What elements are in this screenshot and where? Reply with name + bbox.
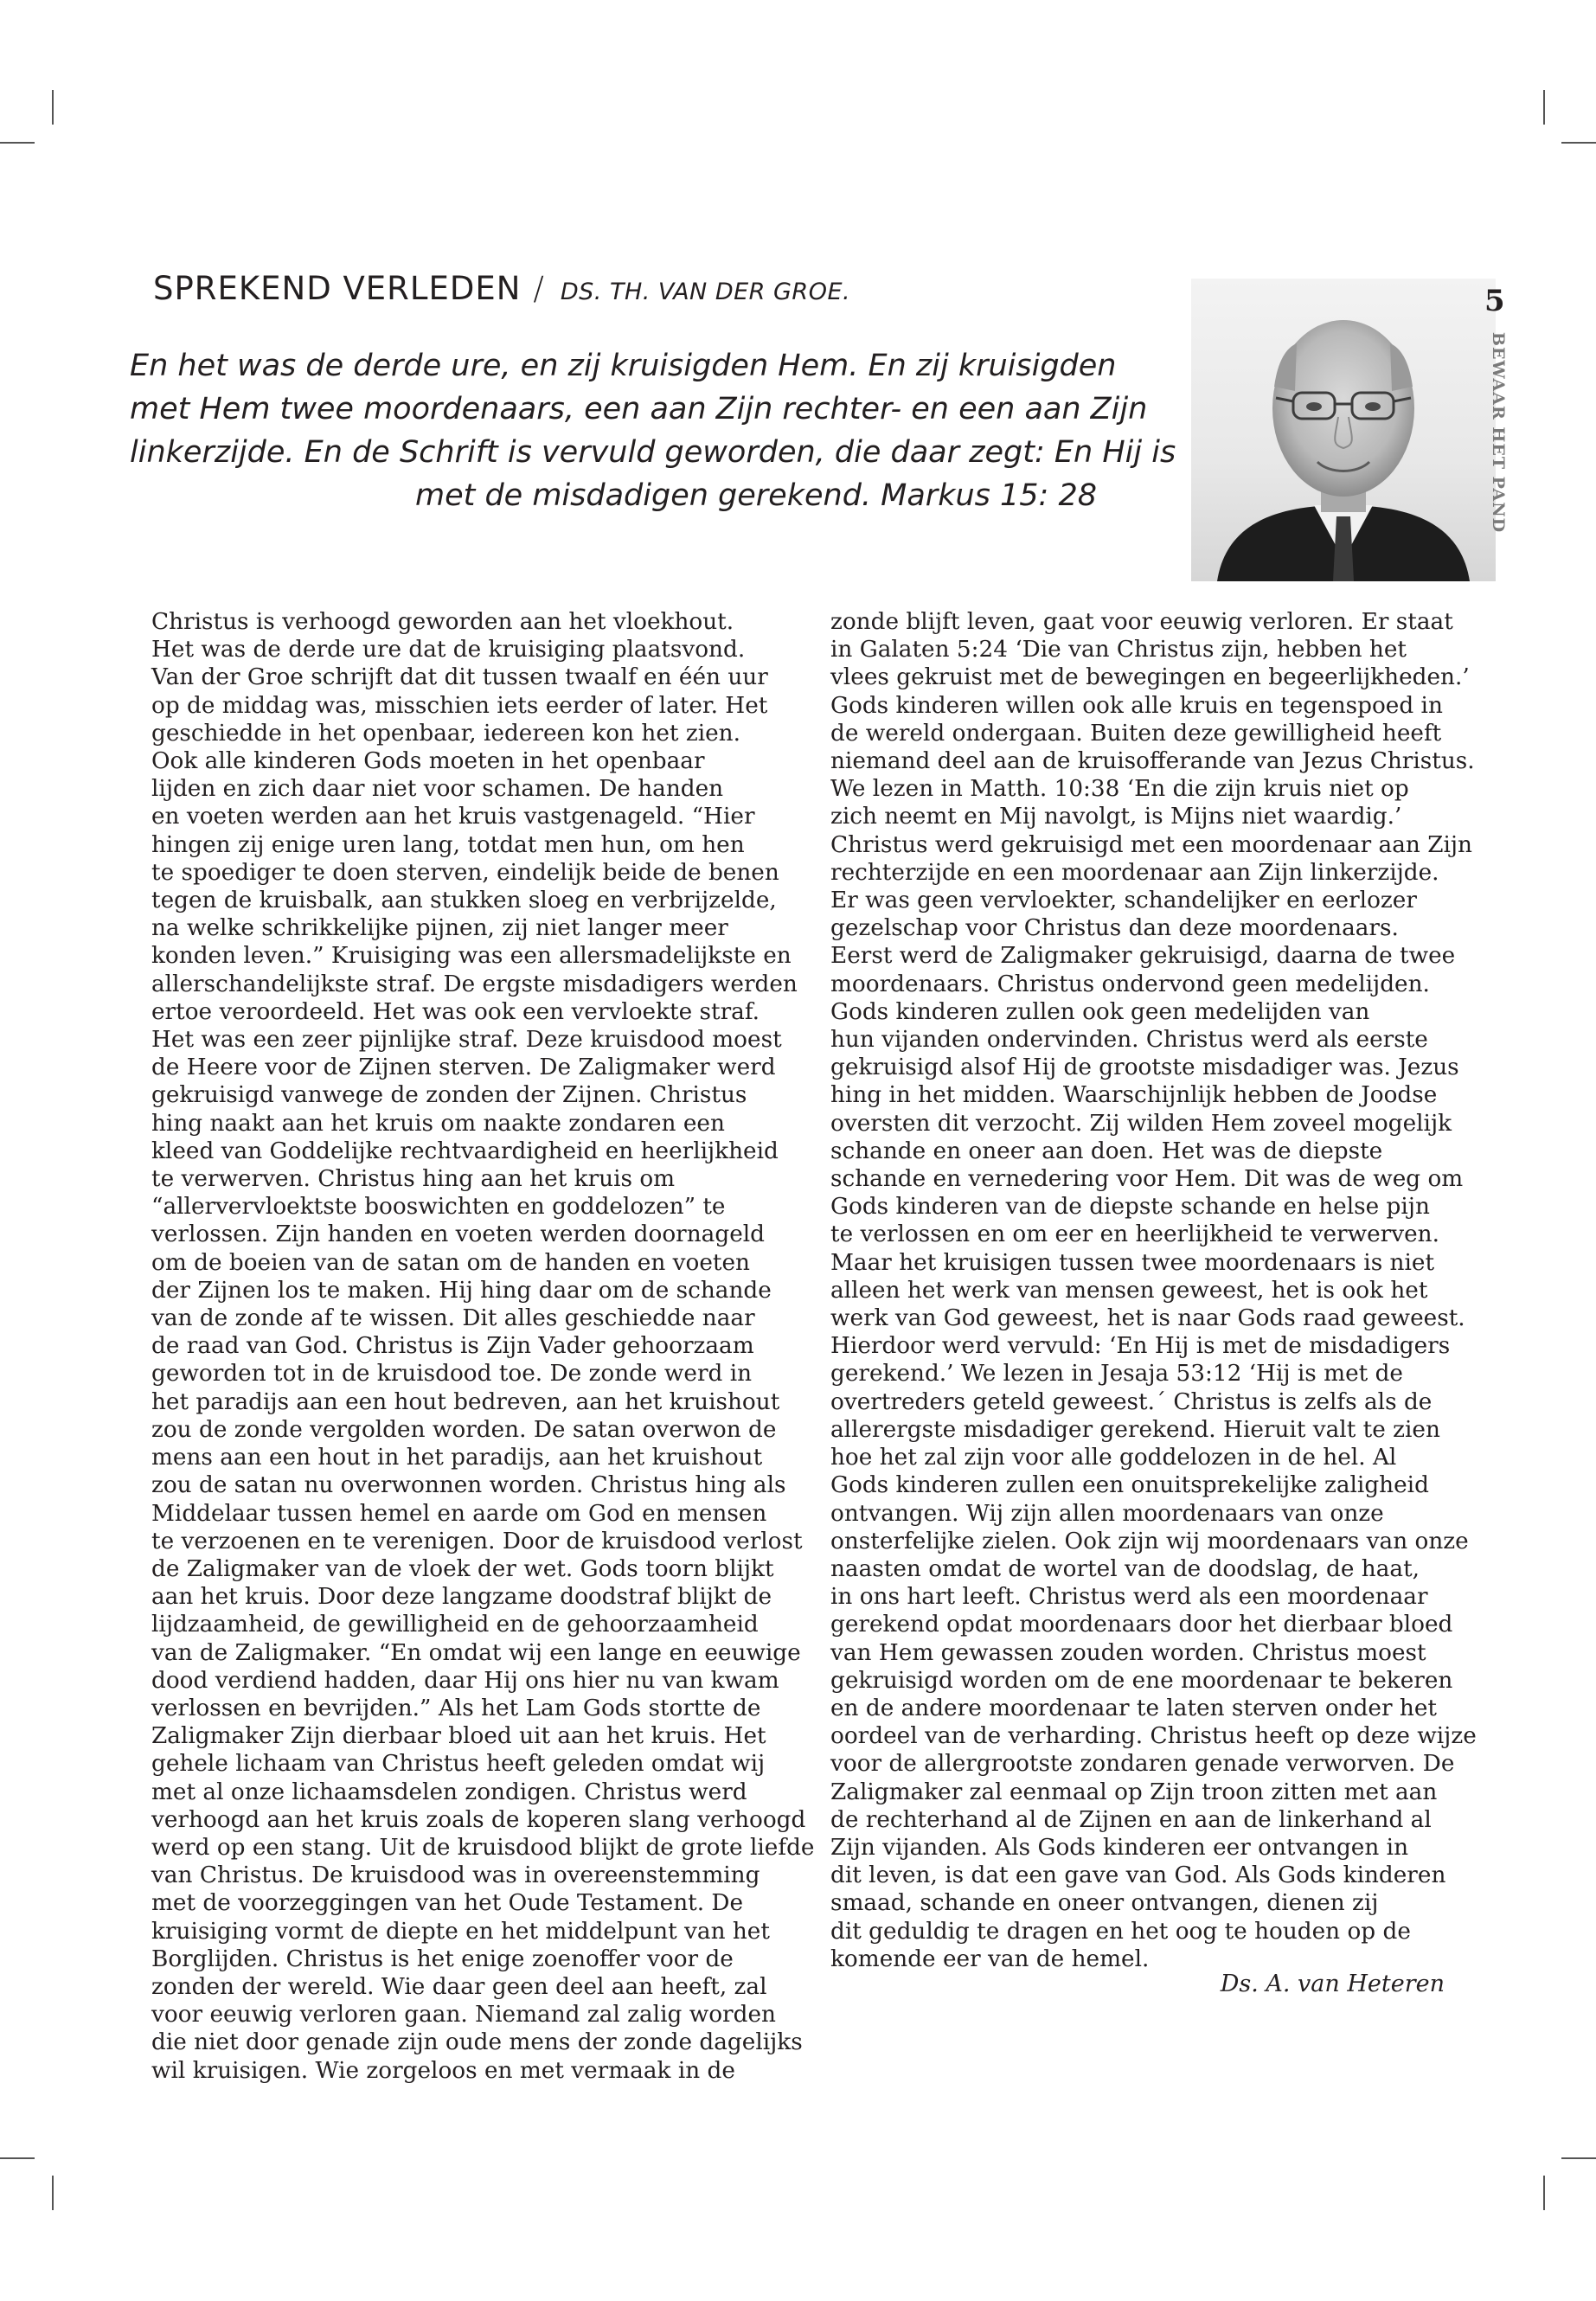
text-line: Borglijden. Christus is het enige zoenoffer voor de (151, 1945, 734, 1972)
text-line: moordenaars. Christus ondervond geen medelijden. (830, 971, 1430, 997)
crop-mark (52, 2176, 54, 2210)
text-line: hing naakt aan het kruis om naakte zondaren een (151, 1110, 725, 1137)
text-line: om de boeien van de satan om de handen en voeten (151, 1249, 750, 1276)
text-line: lijdzaamheid, de gewilligheid en de gehoorzaamheid (151, 1612, 759, 1638)
text-line: hun vijanden ondervinden. Christus werd als eerste (830, 1027, 1428, 1054)
text-line: Middelaar tussen hemel en aarde om God en mensen (151, 1500, 767, 1527)
text-line: Zaligmaker zal eenmaal op Zijn troon zitten met aan (830, 1779, 1438, 1805)
text-line: “allervervloektste booswichten en goddelozen” te (151, 1194, 726, 1221)
crop-mark (52, 90, 54, 125)
text-line: smaad, schande en oneer ontvangen, dienen zij (830, 1890, 1379, 1917)
text-line: de Zaligmaker van de vloek der wet. Gods toorn blijkt (151, 1555, 774, 1582)
crop-mark (0, 142, 35, 144)
text-line: op de middag was, misschien iets eerder of later. Het (151, 692, 768, 719)
text-line: van Hem gewassen zouden worden. Christus moest (830, 1639, 1426, 1666)
text-line: verhoogd aan het kruis zoals de koperen slang verhoogd (151, 1806, 806, 1833)
text-line: geworden tot in de kruisdood toe. De zonde werd in (151, 1361, 753, 1388)
text-line: komende eer van de hemel. (830, 1945, 1150, 1972)
text-line: Gods kinderen zullen ook geen medelijden van (830, 998, 1370, 1025)
crop-mark (1561, 2157, 1596, 2159)
text-line: verlossen en bevrijden.” Als het Lam Gods stortte de (151, 1695, 761, 1721)
text-line: ontvangen. Wij zijn allen moordenaars van onze (830, 1500, 1384, 1527)
text-line: in ons hart leeft. Christus werd als een moordenaar (830, 1584, 1428, 1611)
text-line: voor de allergrootste zondaren genade verworven. De (830, 1751, 1455, 1778)
text-line: zich neemt en Mij navolgt, is Mijns niet waardig.’ (830, 804, 1402, 830)
text-line: dit leven, is dat een gave van God. Als Gods kinderen (830, 1862, 1446, 1889)
header-separator: / (533, 270, 545, 307)
quote-line: linkerzijde. En de Schrift is vervuld geworden, die daar zegt: En Hij is (130, 435, 1176, 470)
text-line: onsterfelijke zielen. Ook zijn wij moordenaars van onze (830, 1528, 1469, 1554)
text-line: gehele lichaam van Christus heeft geleden omdat wij (151, 1751, 766, 1778)
text-line: verlossen. Zijn handen en voeten werden doornageld (151, 1221, 766, 1248)
text-line: mens aan een hout in het paradijs, aan het kruishout (151, 1445, 763, 1471)
text-line: Het was een zeer pijnlijke straf. Deze kruisdood moest (151, 1027, 782, 1054)
text-line: der Zijnen los te maken. Hij hing daar om de schande (151, 1277, 772, 1304)
text-line: dood verdiend hadden, daar Hij ons hier nu van kwam (151, 1667, 779, 1694)
article-column-left (151, 608, 815, 2085)
text-line: die niet door genade zijn oude mens der zonde dagelijks (151, 2029, 803, 2056)
text-line: vlees gekruist met de bewegingen en begeerlijkheden.’ (830, 664, 1470, 691)
text-line: Zaligmaker Zijn dierbaar bloed uit aan het kruis. Het (151, 1723, 766, 1750)
text-line: hoe het zal zijn voor alle goddelozen in de hel. Al (830, 1445, 1397, 1471)
text-line: met de voorzeggingen van het Oude Testament. De (151, 1890, 744, 1917)
text-line: rechterzijde en een moordenaar aan Zijn linkerzijde. (830, 859, 1439, 886)
text-line: van Christus. De kruisdood was in overeenstemming (151, 1862, 760, 1889)
text-line: gezelschap voor Christus dan deze moordenaars. (830, 915, 1399, 942)
text-line: konden leven.” Kruisiging was een allersmadelijkste en (151, 943, 792, 970)
page-number: 5 (1484, 284, 1505, 318)
text-line: de rechterhand al de Zijnen en aan de linkerhand al (830, 1806, 1432, 1833)
text-line: voor eeuwig verloren gaan. Niemand zal zalig worden (151, 2002, 776, 2029)
text-line: Hierdoor werd vervuld: ‘En Hij is met de misdadigers (830, 1333, 1451, 1360)
text-line: hingen zij enige uren lang, totdat men hun, om hen (151, 831, 745, 858)
crop-mark (1561, 142, 1596, 144)
crop-mark (1543, 90, 1545, 125)
text-line: Er was geen vervloekter, schandelijker en eerlozer (830, 888, 1417, 914)
text-line: tegen de kruisbalk, aan stukken sloeg en verbrijzelde, (151, 888, 777, 914)
text-line: met al onze lichaamsdelen zondigen. Christus werd (151, 1779, 747, 1805)
text-line: dit geduldig te dragen en het oog te houden op de (830, 1918, 1411, 1945)
text-line: en de andere moordenaar te laten sterven onder het (830, 1695, 1437, 1721)
text-line: werk van God geweest, het is naar Gods raad geweest. (830, 1305, 1465, 1332)
text-line: van de zonde af te wissen. Dit alles geschiedde naar (151, 1305, 755, 1332)
text-line: overtreders geteld geweest.´ Christus is zelfs als de (830, 1388, 1433, 1415)
text-line: wil kruisigen. Wie zorgeloos en met vermaak in de (151, 2057, 735, 2084)
text-line: Gods kinderen zullen een onuitsprekelijke zaligheid (830, 1472, 1429, 1499)
text-line: schande en vernedering voor Hem. Dit was de weg om (830, 1166, 1464, 1193)
text-line: oversten dit verzocht. Zij wilden Hem zoveel mogelijk (830, 1110, 1452, 1137)
header-author: DS. TH. VAN DER GROE. (560, 279, 851, 305)
text-line: in Galaten 5:24 ‘Die van Christus zijn, hebben het (830, 637, 1407, 663)
text-line: hing in het midden. Waarschijnlijk hebben de Joodse (830, 1082, 1438, 1109)
author-portrait (1191, 279, 1496, 581)
section-header (153, 270, 850, 307)
text-line: schande en oneer aan doen. Het was de diepste (830, 1138, 1383, 1164)
text-line: Gods kinderen van de diepste schande en helse pijn (830, 1194, 1430, 1221)
text-line: de raad van God. Christus is Zijn Vader gehoorzaam (151, 1333, 754, 1360)
text-line: na welke schrikkelijke pijnen, zij niet langer meer (151, 915, 728, 942)
text-line: ertoe veroordeeld. Het was ook een vervloekte straf. (151, 998, 760, 1025)
crop-mark (0, 2157, 35, 2159)
intro-quote (130, 344, 1176, 517)
text-line: zonden der wereld. Wie daar geen deel aan heeft, zal (151, 1973, 767, 2000)
text-line: Ook alle kinderen Gods moeten in het openbaar (151, 748, 705, 775)
text-line: We lezen in Matth. 10:38 ‘En die zijn kruis niet op (830, 776, 1409, 803)
text-line: naasten omdat de wortel van de doodslag, de haat, (830, 1555, 1420, 1582)
text-line: niemand deel aan de kruisofferande van Jezus Christus. (830, 748, 1475, 775)
running-title-text: BEWAAR HET PAND (1489, 331, 1508, 534)
text-line: geschiedde in het openbaar, iedereen kon het zien. (151, 720, 740, 747)
running-title (1476, 329, 1521, 536)
text-line: en voeten werden aan het kruis vastgenageld. “Hier (151, 804, 755, 830)
text-line: de Heere voor de Zijnen sterven. De Zaligmaker werd (151, 1054, 776, 1081)
text-line: gerekend opdat moordenaars door het dierbaar bloed (830, 1612, 1453, 1638)
text-line: gekruisigd vanwege de zonden der Zijnen. Christus (151, 1082, 747, 1109)
text-line: de wereld ondergaan. Buiten deze gewilligheid heeft (830, 720, 1442, 747)
text-line: Maar het kruisigen tussen twee moordenaars is niet (830, 1249, 1435, 1276)
text-line: gekruisigd alsof Hij de grootste misdadiger was. Jezus (830, 1054, 1459, 1081)
text-line: Eerst werd de Zaligmaker gekruisigd, daarna de twee (830, 943, 1456, 970)
text-line: kleed van Goddelijke rechtvaardigheid en heerlijkheid (151, 1138, 779, 1164)
quote-line: met Hem twee moordenaars, een aan Zijn rechter- en een aan Zijn (130, 392, 1148, 426)
text-line: gerekend.’ We lezen in Jesaja 53:12 ‘Hij is met de (830, 1361, 1403, 1388)
text-line: zou de zonde vergolden worden. De satan overwon de (151, 1416, 777, 1443)
text-line: te spoediger te doen sterven, eindelijk beide de benen (151, 859, 779, 886)
text-line: allerergste misdadiger gerekend. Hieruit valt te zien (830, 1416, 1440, 1443)
signature: Ds. A. van Heteren (1220, 1971, 1445, 1997)
text-line: Gods kinderen willen ook alle kruis en tegenspoed in (830, 692, 1443, 719)
text-line: oordeel van de verharding. Christus heeft op deze wijze (830, 1723, 1477, 1750)
quote-line: met de misdadigen gerekend. Markus 15: 28 (414, 478, 1097, 513)
text-line: werd op een stang. Uit de kruisdood blijkt de grote liefde (151, 1834, 815, 1861)
text-line: allerschandelijkste straf. De ergste misdadigers werden (151, 971, 798, 997)
text-line: zonde blijft leven, gaat voor eeuwig verloren. Er staat (830, 609, 1453, 635)
text-line: lijden en zich daar niet voor schamen. De handen (151, 776, 724, 803)
text-line: Christus is verhoogd geworden aan het vloekhout. (151, 609, 734, 635)
crop-mark (1543, 2176, 1545, 2210)
text-line: Het was de derde ure dat de kruisiging plaatsvond. (151, 637, 746, 663)
text-line: gekruisigd worden om de ene moordenaar te bekeren (830, 1667, 1453, 1694)
text-line: te verlossen en om eer en heerlijkheid te verwerven. (830, 1221, 1439, 1248)
text-line: Christus werd gekruisigd met een moordenaar aan Zijn (830, 831, 1472, 858)
text-line: kruisiging vormt de diepte en het middelpunt van het (151, 1918, 770, 1945)
text-line: Zijn vijanden. Als Gods kinderen eer ontvangen in (830, 1834, 1409, 1861)
quote-line: En het was de derde ure, en zij kruisigden Hem. En zij kruisigden (130, 349, 1117, 383)
text-line: zou de satan nu overwonnen worden. Christus hing als (151, 1472, 786, 1499)
text-line: Van der Groe schrijft dat dit tussen twaalf en één uur (151, 664, 768, 691)
section-title: SPREKEND VERLEDEN (153, 270, 522, 307)
text-line: aan het kruis. Door deze langzame doodstraf blijkt de (151, 1584, 772, 1611)
text-line: het paradijs aan een hout bedreven, aan het kruishout (151, 1388, 780, 1415)
text-line: van de Zaligmaker. “En omdat wij een lange en eeuwige (151, 1639, 801, 1666)
text-line: te verwerven. Christus hing aan het kruis om (151, 1166, 676, 1193)
text-line: te verzoenen en te verenigen. Door de kruisdood verlost (151, 1528, 803, 1554)
article-column-right (830, 608, 1477, 1973)
text-line: alleen het werk van mensen geweest, het is ook het (830, 1277, 1428, 1304)
